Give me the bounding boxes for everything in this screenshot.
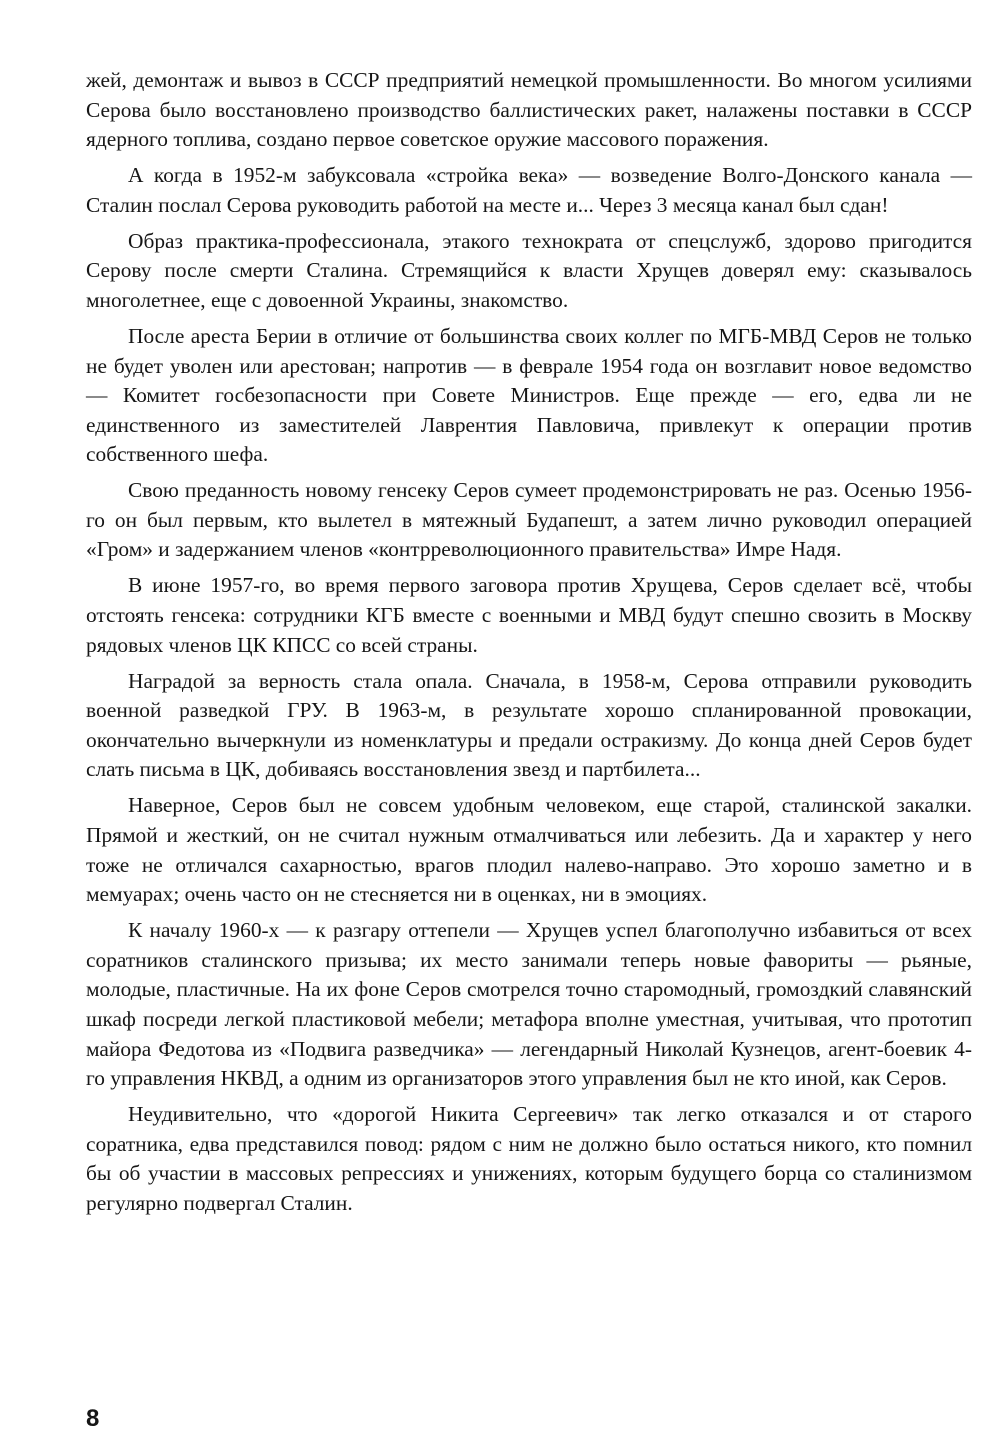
page-body: [86, 66, 972, 1225]
paragraph-2: А когда в 1952-м забуксовала «стройка века» — возведение Волго-Донского канала — Сталин послал Серова руководить работой на месте и... Через 3 месяца канал был сдан!: [86, 163, 972, 217]
paragraph-10: Неудивительно, что «дорогой Никита Сергеевич» так легко отказался и от старого соратника, едва представился повод: рядом с ним не должно было остаться никого, кто помнил бы об участии в массовых репрессиях и унижениях, которым будущего борца со сталинизмом регулярно подвергал Сталин.: [86, 1102, 972, 1215]
paragraph-1: жей, демонтаж и вывоз в СССР предприятий немецкой промышленности. Во многом усилиями Серова было восстановлено производство баллистических ракет, налажены поставки в СССР ядерного топлива, создано первое советское оружие массового поражения.: [86, 68, 972, 152]
paragraph-8: Наверное, Серов был не совсем удобным человеком, еще старой, сталинской закалки. Прямой и жесткий, он не считал нужным отмалчиваться или лебезить. Да и характер у него тоже не отличался сахарностью, врагов плодил налево-направо. Это хорошо заметно и в мемуарах; очень часто он не стесняется ни в оценках, ни в эмоциях.: [86, 793, 972, 907]
paragraph-4: После ареста Берии в отличие от большинства своих коллег по МГБ-МВД Серов не только не будет уволен или арестован; напротив — в феврале 1954 года он возглавит новое ведомство — Комитет госбезопасности при Совете Министров. Еще прежде — его, едва ли не единственного из заместителей Лаврентия Павловича, привлекут к операции против собственного шефа.: [86, 323, 972, 467]
paragraph-6: В июне 1957-го, во время первого заговора против Хрущева, Серов сделает всё, чтобы отстоять генсека: сотрудники КГБ вместе с военными и МВД будут спешно свозить в Москву рядовых членов ЦК КПСС со всей страны.: [86, 573, 972, 657]
paragraph-3: Образ практика-профессионала, этакого технократа от спецслужб, здорово пригодится Серову после смерти Сталина. Стремящийся к власти Хрущев доверял ему: сказывалось многолетнее, еще с довоенной Украины, знакомство.: [86, 228, 972, 312]
paragraph-7: Наградой за верность стала опала. Сначала, в 1958-м, Серова отправили руководить военной разведкой ГРУ. В 1963-м, в результате хорошо спланированной провокации, окончательно вычеркнули из номенклатуры и предали остракизму. До конца дней Серов будет слать письма в ЦК, добиваясь восстановления звезд и партбилета...: [86, 668, 972, 782]
page-number: 8: [86, 1405, 100, 1432]
paragraph-9: К началу 1960-х — к разгару оттепели — Хрущев успел благополучно избавиться от всех соратников сталинского призыва; их место занимали теперь новые фавориты — рьяные, молодые, пластичные. На их фоне Серов смотрелся точно старомодный, громоздкий славянский шкаф посреди легкой пластиковой мебели; метафора вполне уместная, учитывая, что прототип майора Федотова из «Подвига разведчика» — легендарный Николай Кузнецов, агент-боевик 4-го управления НКВД, а одним из организаторов этого управления был не кто иной, как Серов.: [86, 918, 972, 1091]
paragraph-5: Свою преданность новому генсеку Серов сумеет продемонстрировать не раз. Осенью 1956-го он был первым, кто вылетел в мятежный Будапешт, а затем лично руководил операцией «Гром» и задержанием членов «контрреволюционного правительства» Имре Надя.: [86, 478, 972, 562]
